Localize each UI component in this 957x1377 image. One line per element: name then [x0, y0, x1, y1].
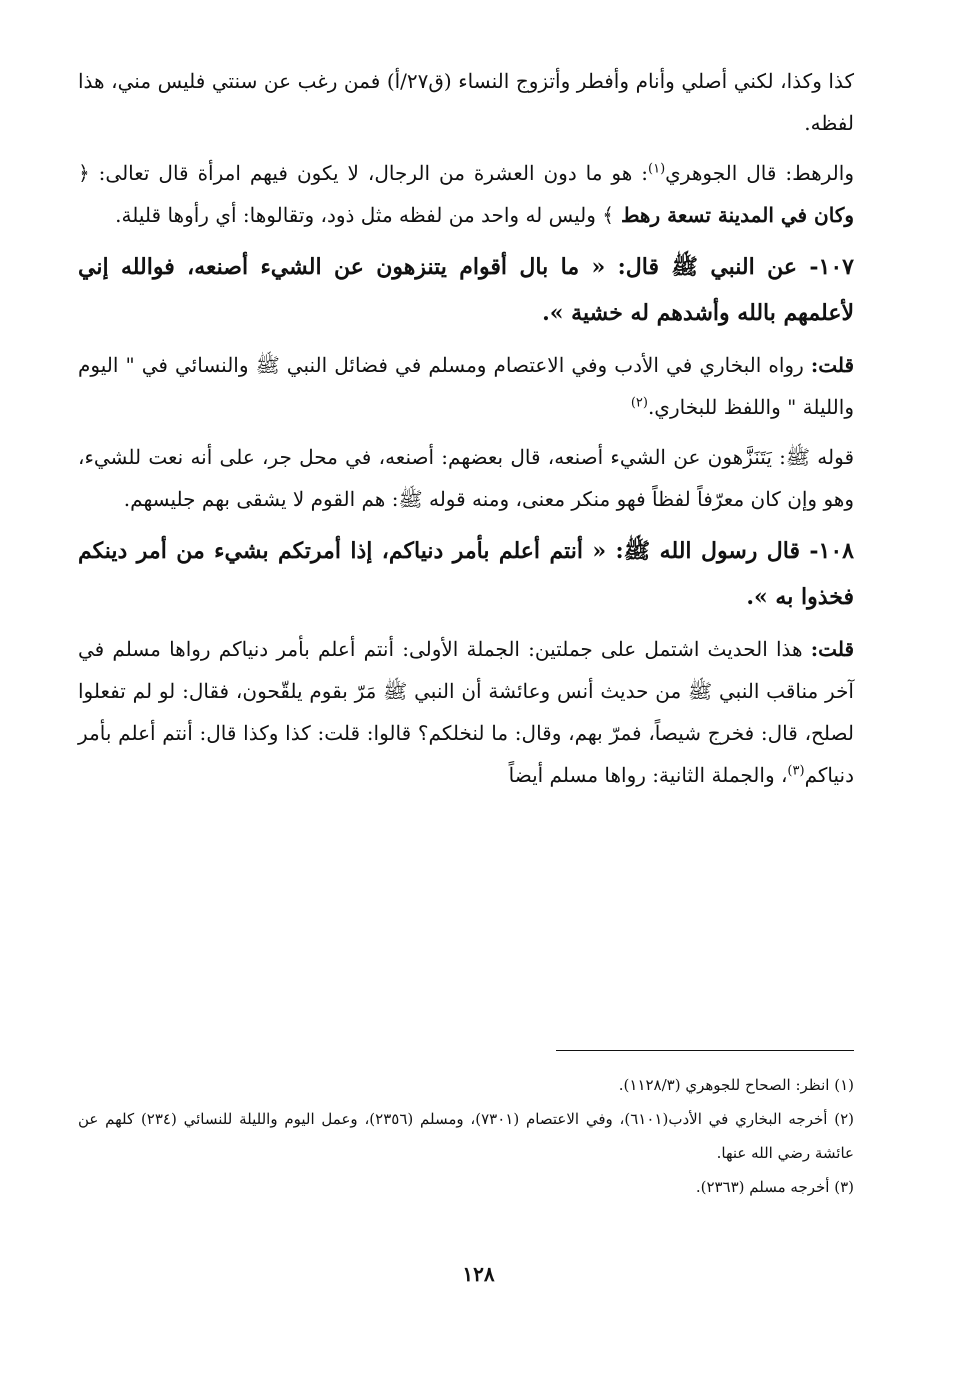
paragraph-rahṭ-definition [78, 152, 854, 236]
hadith-text: ١٠٨- قال رسول الله ﷺ: « أنتم أعلم بأمر دنياكم، إذا أمرتكم بشيء من أمر دينكم فخذوا به ». [78, 538, 854, 610]
paragraph-text: قوله ﷺ: يَتَنَزَّهون عن الشيء أصنعه، قال بعضهم: أصنعه، في محل جر، على أنه نعت للشيء، وهو وإن كان معرّفاً لفظاً فهو منكر معنى، ومنه قوله ﷺ: هم القوم لا يشقى بهم جليسهم. [78, 445, 854, 511]
paragraph-text: : هو ما دون العشرة من الرجال، لا يكون فيهم امرأة قال تعالى: ﴿ [78, 161, 649, 185]
footnote-2: (٢) أخرجه البخاري في الأدب(٦١٠١)، وفي الاعتصام (٧٣٠١)، ومسلم (٢٣٥٦)، وعمل اليوم والليلة للنسائي (٢٣٤) كلهم عن عائشة رضي الله عنها. [78, 1110, 854, 1162]
paragraph-text: كذا وكذا، لكني أصلي وأنام وأفطر وأتزوج النساء (ق٢٧/أ) فمن رغب عن سنتي فليس مني، هذا لفظه. [78, 69, 854, 135]
footnote-ref[interactable]: (١) [648, 161, 666, 177]
paragraph-continuation [78, 60, 854, 144]
commentary-107-explanation [78, 436, 854, 520]
footnote-separator [556, 1050, 854, 1051]
footnote-1: (١) انظر: الصحاح للجوهري (١١٢٨/٣). [618, 1076, 854, 1094]
commentary-lead: قلت: [810, 637, 854, 661]
hadith-107 [78, 244, 854, 336]
footnote-ref[interactable]: (٣) [787, 763, 805, 779]
footnotes [78, 1068, 854, 1204]
footnote-ref[interactable]: (٢) [630, 395, 648, 411]
paragraph-text: والرهط: قال الجوهري [665, 161, 854, 185]
commentary-lead: قلت: [810, 353, 855, 377]
paragraph-text: رواه البخاري في الأدب وفي الاعتصام ومسلم في فضائل النبي ﷺ والنسائي في " اليوم والليلة " واللفظ للبخاري. [78, 353, 854, 419]
page-body [78, 60, 854, 804]
paragraph-text: هذا الحديث اشتمل على جملتين: الجملة الأولى: أنتم أعلم بأمر دنياكم رواها مسلم في آخر مناقب النبي ﷺ من حديث أنس وعائشة أن النبي ﷺ مَرّ بقوم يلقّحون، فقال: لو لم تفعلوا لصلح، قال: فخرج شيصاً، فمرّ بهم، وقال: ما لنخلكم؟ قالوا: قلت: كذا وكذا قال: أنتم أعلم بأمر دنياكم [78, 637, 854, 787]
page-number: ١٢٨ [462, 1262, 495, 1286]
paragraph-text: ، والجملة الثانية: رواها مسلم أيضاً [508, 763, 788, 787]
quran-quote: وكان في المدينة تسعة رهط [613, 203, 854, 227]
commentary-108 [78, 628, 854, 796]
hadith-108 [78, 528, 854, 620]
paragraph-text: ﴾ وليس له واحد من لفظه مثل ذود، وتقالوها: أي رأوها قليلة. [115, 203, 614, 227]
hadith-text: ١٠٧- عن النبي ﷺ قال: « ما بال أقوام يتنزهون عن الشيء أصنعه، فوالله إني لأعلمهم بالله وأشدهم له خشية ». [78, 254, 854, 326]
commentary-107 [78, 344, 854, 428]
footnote-3: (٣) أخرجه مسلم (٢٣٦٣). [695, 1178, 854, 1196]
